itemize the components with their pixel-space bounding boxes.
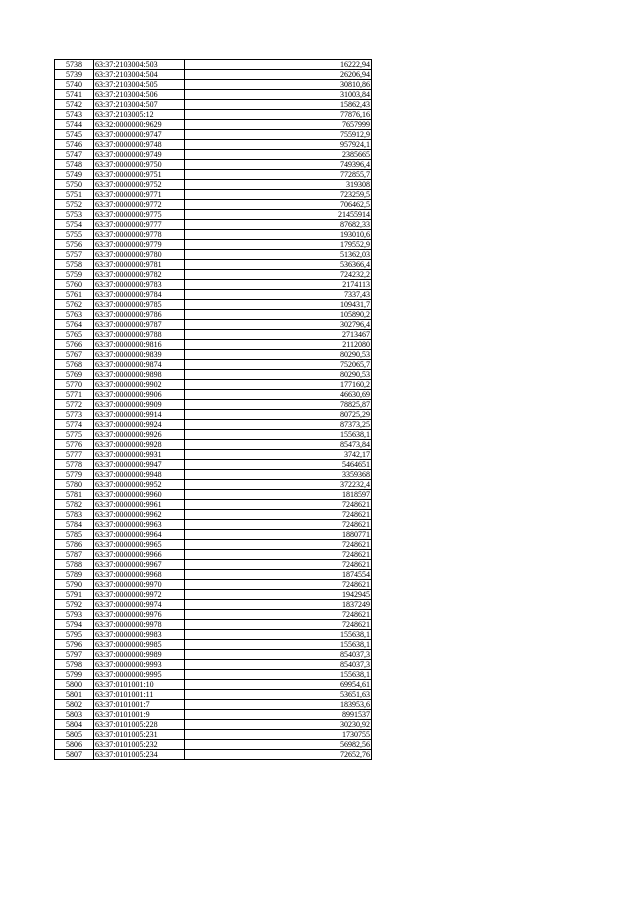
table-row [55, 700, 372, 710]
row-number-cell: 5738 [55, 60, 94, 70]
cadastral-number-cell: 63:37:0000000:9816 [94, 340, 185, 350]
cadastral-number-cell: 63:37:0000000:9780 [94, 250, 185, 260]
table-row [55, 140, 372, 150]
value-cell: 372232,4 [185, 480, 372, 490]
value-cell: 772855,7 [185, 170, 372, 180]
table-row [55, 490, 372, 500]
value-cell: 2174113 [185, 280, 372, 290]
row-number-cell: 5796 [55, 640, 94, 650]
table-row [55, 740, 372, 750]
row-number-cell: 5758 [55, 260, 94, 270]
table-row [55, 180, 372, 190]
table-row [55, 200, 372, 210]
row-number-cell: 5783 [55, 510, 94, 520]
cadastral-number-cell: 63:37:0000000:9874 [94, 360, 185, 370]
cadastral-number-cell: 63:37:0000000:9772 [94, 200, 185, 210]
table-row [55, 350, 372, 360]
value-cell: 30810,86 [185, 80, 372, 90]
value-cell: 179552,9 [185, 240, 372, 250]
cadastral-number-cell: 63:37:0000000:9778 [94, 230, 185, 240]
cadastral-number-cell: 63:37:0000000:9965 [94, 540, 185, 550]
row-number-cell: 5797 [55, 650, 94, 660]
row-number-cell: 5771 [55, 390, 94, 400]
cadastral-number-cell: 63:37:0000000:9952 [94, 480, 185, 490]
row-number-cell: 5786 [55, 540, 94, 550]
table-body [55, 60, 372, 760]
table-row [55, 130, 372, 140]
row-number-cell: 5802 [55, 700, 94, 710]
cadastral-number-cell: 63:37:0101001:11 [94, 690, 185, 700]
table-row [55, 500, 372, 510]
table-row [55, 670, 372, 680]
value-cell: 51362,03 [185, 250, 372, 260]
cadastral-number-cell: 63:37:0000000:9783 [94, 280, 185, 290]
cadastral-number-cell: 63:37:0000000:9968 [94, 570, 185, 580]
value-cell: 21455914 [185, 210, 372, 220]
cadastral-number-cell: 63:37:0000000:9782 [94, 270, 185, 280]
row-number-cell: 5740 [55, 80, 94, 90]
table-row [55, 210, 372, 220]
table-row [55, 600, 372, 610]
cadastral-number-cell: 63:37:0000000:9948 [94, 470, 185, 480]
table-row [55, 560, 372, 570]
cadastral-number-cell: 63:37:0000000:9931 [94, 450, 185, 460]
cadastral-number-cell: 63:37:0000000:9928 [94, 440, 185, 450]
row-number-cell: 5756 [55, 240, 94, 250]
row-number-cell: 5798 [55, 660, 94, 670]
table-row [55, 640, 372, 650]
table-row [55, 520, 372, 530]
value-cell: 155638,1 [185, 630, 372, 640]
cadastral-number-cell: 63:37:0000000:9902 [94, 380, 185, 390]
cadastral-number-cell: 63:37:2103004:507 [94, 100, 185, 110]
row-number-cell: 5795 [55, 630, 94, 640]
row-number-cell: 5749 [55, 170, 94, 180]
table-row [55, 620, 372, 630]
row-number-cell: 5801 [55, 690, 94, 700]
row-number-cell: 5746 [55, 140, 94, 150]
row-number-cell: 5793 [55, 610, 94, 620]
cadastral-number-cell: 63:37:0000000:9788 [94, 330, 185, 340]
table-row [55, 250, 372, 260]
value-cell: 7248621 [185, 620, 372, 630]
value-cell: 87373,25 [185, 420, 372, 430]
table-row [55, 370, 372, 380]
value-cell: 80290,53 [185, 370, 372, 380]
row-number-cell: 5765 [55, 330, 94, 340]
cadastral-number-cell: 63:37:0000000:9786 [94, 310, 185, 320]
value-cell: 755912,9 [185, 130, 372, 140]
row-number-cell: 5741 [55, 90, 94, 100]
table-row [55, 70, 372, 80]
row-number-cell: 5739 [55, 70, 94, 80]
row-number-cell: 5777 [55, 450, 94, 460]
value-cell: 87682,33 [185, 220, 372, 230]
table-row [55, 510, 372, 520]
cadastral-number-cell: 63:37:0000000:9961 [94, 500, 185, 510]
table-row [55, 220, 372, 230]
cadastral-number-cell: 63:37:0000000:9898 [94, 370, 185, 380]
value-cell: 854037,3 [185, 650, 372, 660]
value-cell: 7248621 [185, 580, 372, 590]
row-number-cell: 5773 [55, 410, 94, 420]
table-row [55, 150, 372, 160]
row-number-cell: 5804 [55, 720, 94, 730]
row-number-cell: 5780 [55, 480, 94, 490]
value-cell: 105890,2 [185, 310, 372, 320]
value-cell: 8991537 [185, 710, 372, 720]
table-row [55, 540, 372, 550]
row-number-cell: 5767 [55, 350, 94, 360]
table-row [55, 300, 372, 310]
value-cell: 72652,76 [185, 750, 372, 760]
cadastral-number-cell: 63:37:0000000:9970 [94, 580, 185, 590]
table-row [55, 100, 372, 110]
table-row [55, 330, 372, 340]
table-row [55, 320, 372, 330]
row-number-cell: 5789 [55, 570, 94, 580]
cadastral-number-cell: 63:37:0000000:9976 [94, 610, 185, 620]
value-cell: 53651,63 [185, 690, 372, 700]
table-row [55, 80, 372, 90]
row-number-cell: 5772 [55, 400, 94, 410]
row-number-cell: 5778 [55, 460, 94, 470]
value-cell: 78825,87 [185, 400, 372, 410]
table-row [55, 410, 372, 420]
row-number-cell: 5790 [55, 580, 94, 590]
cadastral-number-cell: 63:37:0000000:9963 [94, 520, 185, 530]
value-cell: 155638,1 [185, 670, 372, 680]
table-row [55, 230, 372, 240]
row-number-cell: 5799 [55, 670, 94, 680]
cadastral-number-cell: 63:37:0000000:9750 [94, 160, 185, 170]
value-cell: 854037,3 [185, 660, 372, 670]
cadastral-number-cell: 63:37:0000000:9995 [94, 670, 185, 680]
cadastral-number-cell: 63:37:0000000:9974 [94, 600, 185, 610]
cadastral-number-cell: 63:37:0000000:9967 [94, 560, 185, 570]
row-number-cell: 5764 [55, 320, 94, 330]
row-number-cell: 5750 [55, 180, 94, 190]
table-row [55, 160, 372, 170]
row-number-cell: 5769 [55, 370, 94, 380]
value-cell: 2713467 [185, 330, 372, 340]
row-number-cell: 5792 [55, 600, 94, 610]
cadastral-number-cell: 63:37:0000000:9751 [94, 170, 185, 180]
table-row [55, 110, 372, 120]
table-row [55, 360, 372, 370]
value-cell: 536366,4 [185, 260, 372, 270]
table-row [55, 480, 372, 490]
value-cell: 77876,16 [185, 110, 372, 120]
row-number-cell: 5787 [55, 550, 94, 560]
row-number-cell: 5788 [55, 560, 94, 570]
row-number-cell: 5755 [55, 230, 94, 240]
table-row [55, 440, 372, 450]
value-cell: 1837249 [185, 600, 372, 610]
table-row [55, 580, 372, 590]
table-row [55, 190, 372, 200]
value-cell: 1942945 [185, 590, 372, 600]
cadastral-number-cell: 63:37:0000000:9771 [94, 190, 185, 200]
table-row [55, 650, 372, 660]
cadastral-number-cell: 63:37:0000000:9787 [94, 320, 185, 330]
value-cell: 7248621 [185, 560, 372, 570]
value-cell: 80290,53 [185, 350, 372, 360]
table-row [55, 710, 372, 720]
table-row [55, 730, 372, 740]
value-cell: 1874554 [185, 570, 372, 580]
value-cell: 752065,7 [185, 360, 372, 370]
row-number-cell: 5753 [55, 210, 94, 220]
cadastral-number-cell: 63:37:0000000:9777 [94, 220, 185, 230]
table-row [55, 240, 372, 250]
cadastral-number-cell: 63:37:0000000:9989 [94, 650, 185, 660]
cadastral-number-cell: 63:37:2103004:503 [94, 60, 185, 70]
table-row [55, 290, 372, 300]
row-number-cell: 5776 [55, 440, 94, 450]
cadastral-number-cell: 63:37:0000000:9966 [94, 550, 185, 560]
value-cell: 7248621 [185, 540, 372, 550]
value-cell: 749396,4 [185, 160, 372, 170]
row-number-cell: 5805 [55, 730, 94, 740]
value-cell: 7248621 [185, 610, 372, 620]
cadastral-number-cell: 63:37:0101005:228 [94, 720, 185, 730]
cadastral-number-cell: 63:37:0000000:9914 [94, 410, 185, 420]
cadastral-number-cell: 63:37:0101001:9 [94, 710, 185, 720]
cadastral-number-cell: 63:37:0000000:9784 [94, 290, 185, 300]
cadastral-number-cell: 63:37:2103004:504 [94, 70, 185, 80]
row-number-cell: 5748 [55, 160, 94, 170]
value-cell: 7248621 [185, 500, 372, 510]
cadastral-number-cell: 63:37:0101005:231 [94, 730, 185, 740]
row-number-cell: 5742 [55, 100, 94, 110]
value-cell: 16222,94 [185, 60, 372, 70]
value-cell: 177160,2 [185, 380, 372, 390]
table-row [55, 380, 372, 390]
row-number-cell: 5763 [55, 310, 94, 320]
table-row [55, 660, 372, 670]
value-cell: 26206,94 [185, 70, 372, 80]
table-row [55, 630, 372, 640]
value-cell: 2112080 [185, 340, 372, 350]
row-number-cell: 5766 [55, 340, 94, 350]
cadastral-number-cell: 63:37:0000000:9964 [94, 530, 185, 540]
value-cell: 724232,2 [185, 270, 372, 280]
row-number-cell: 5762 [55, 300, 94, 310]
data-table [54, 59, 372, 760]
value-cell: 302796,4 [185, 320, 372, 330]
table-row [55, 610, 372, 620]
table-row [55, 280, 372, 290]
row-number-cell: 5745 [55, 130, 94, 140]
row-number-cell: 5774 [55, 420, 94, 430]
row-number-cell: 5770 [55, 380, 94, 390]
cadastral-number-cell: 63:37:0000000:9749 [94, 150, 185, 160]
cadastral-number-cell: 63:37:0000000:9962 [94, 510, 185, 520]
row-number-cell: 5779 [55, 470, 94, 480]
value-cell: 319308 [185, 180, 372, 190]
value-cell: 7337,43 [185, 290, 372, 300]
value-cell: 155638,1 [185, 430, 372, 440]
value-cell: 183953,6 [185, 700, 372, 710]
value-cell: 2385665 [185, 150, 372, 160]
value-cell: 80725,29 [185, 410, 372, 420]
value-cell: 69954,61 [185, 680, 372, 690]
value-cell: 46630,69 [185, 390, 372, 400]
cadastral-number-cell: 63:37:0000000:9906 [94, 390, 185, 400]
row-number-cell: 5803 [55, 710, 94, 720]
value-cell: 1880771 [185, 530, 372, 540]
cadastral-number-cell: 63:37:0101005:232 [94, 740, 185, 750]
cadastral-number-cell: 63:37:0000000:9972 [94, 590, 185, 600]
cadastral-number-cell: 63:37:0000000:9909 [94, 400, 185, 410]
row-number-cell: 5757 [55, 250, 94, 260]
table-row [55, 340, 372, 350]
cadastral-number-cell: 63:37:0000000:9978 [94, 620, 185, 630]
row-number-cell: 5784 [55, 520, 94, 530]
row-number-cell: 5768 [55, 360, 94, 370]
value-cell: 957924,1 [185, 140, 372, 150]
value-cell: 85473,84 [185, 440, 372, 450]
cadastral-number-cell: 63:37:0000000:9993 [94, 660, 185, 670]
table-row [55, 590, 372, 600]
value-cell: 3742,17 [185, 450, 372, 460]
table-row [55, 450, 372, 460]
cadastral-number-cell: 63:37:0101005:234 [94, 750, 185, 760]
row-number-cell: 5785 [55, 530, 94, 540]
row-number-cell: 5781 [55, 490, 94, 500]
table-row [55, 260, 372, 270]
cadastral-number-cell: 63:37:0000000:9839 [94, 350, 185, 360]
cadastral-number-cell: 63:37:2103004:506 [94, 90, 185, 100]
row-number-cell: 5744 [55, 120, 94, 130]
cadastral-number-cell: 63:37:0000000:9960 [94, 490, 185, 500]
cadastral-number-cell: 63:37:0101001:7 [94, 700, 185, 710]
value-cell: 3359368 [185, 470, 372, 480]
value-cell: 7248621 [185, 550, 372, 560]
table-row [55, 720, 372, 730]
table-row [55, 430, 372, 440]
value-cell: 1818597 [185, 490, 372, 500]
table-row [55, 120, 372, 130]
table-row [55, 170, 372, 180]
table-row [55, 460, 372, 470]
cadastral-number-cell: 63:37:0000000:9947 [94, 460, 185, 470]
table-row [55, 570, 372, 580]
row-number-cell: 5760 [55, 280, 94, 290]
table-row [55, 270, 372, 280]
value-cell: 706462,5 [185, 200, 372, 210]
row-number-cell: 5761 [55, 290, 94, 300]
table-row [55, 750, 372, 760]
cadastral-number-cell: 63:37:0000000:9983 [94, 630, 185, 640]
value-cell: 109431,7 [185, 300, 372, 310]
value-cell: 7248621 [185, 520, 372, 530]
row-number-cell: 5775 [55, 430, 94, 440]
cadastral-number-cell: 63:37:0000000:9781 [94, 260, 185, 270]
cadastral-number-cell: 63:37:0000000:9924 [94, 420, 185, 430]
cadastral-number-cell: 63:37:0000000:9752 [94, 180, 185, 190]
table-row [55, 310, 372, 320]
row-number-cell: 5752 [55, 200, 94, 210]
table-row [55, 680, 372, 690]
value-cell: 30230,92 [185, 720, 372, 730]
row-number-cell: 5807 [55, 750, 94, 760]
table-row [55, 400, 372, 410]
cadastral-number-cell: 63:37:0000000:9785 [94, 300, 185, 310]
value-cell: 5464651 [185, 460, 372, 470]
value-cell: 155638,1 [185, 640, 372, 650]
row-number-cell: 5751 [55, 190, 94, 200]
cadastral-number-cell: 63:37:0000000:9747 [94, 130, 185, 140]
cadastral-number-cell: 63:37:0000000:9926 [94, 430, 185, 440]
cadastral-number-cell: 63:37:0000000:9748 [94, 140, 185, 150]
row-number-cell: 5754 [55, 220, 94, 230]
value-cell: 7248621 [185, 510, 372, 520]
cadastral-number-cell: 63:37:0000000:9775 [94, 210, 185, 220]
table-row [55, 470, 372, 480]
cadastral-number-cell: 63:37:0101001:10 [94, 680, 185, 690]
row-number-cell: 5743 [55, 110, 94, 120]
value-cell: 31003,84 [185, 90, 372, 100]
row-number-cell: 5800 [55, 680, 94, 690]
table-row [55, 420, 372, 430]
cadastral-number-cell: 63:37:2103004:505 [94, 80, 185, 90]
cadastral-number-cell: 63:37:0000000:9779 [94, 240, 185, 250]
cadastral-number-cell: 63:32:0000000:9629 [94, 120, 185, 130]
table-row [55, 60, 372, 70]
row-number-cell: 5747 [55, 150, 94, 160]
cadastral-number-cell: 63:37:2103005:12 [94, 110, 185, 120]
table-row [55, 550, 372, 560]
table-row [55, 90, 372, 100]
row-number-cell: 5782 [55, 500, 94, 510]
cadastral-number-cell: 63:37:0000000:9985 [94, 640, 185, 650]
row-number-cell: 5806 [55, 740, 94, 750]
row-number-cell: 5759 [55, 270, 94, 280]
value-cell: 15862,43 [185, 100, 372, 110]
table-row [55, 390, 372, 400]
value-cell: 1730755 [185, 730, 372, 740]
table-row [55, 530, 372, 540]
table-row [55, 690, 372, 700]
value-cell: 193010,6 [185, 230, 372, 240]
value-cell: 7657999 [185, 120, 372, 130]
value-cell: 723259,5 [185, 190, 372, 200]
value-cell: 56982,56 [185, 740, 372, 750]
row-number-cell: 5794 [55, 620, 94, 630]
row-number-cell: 5791 [55, 590, 94, 600]
